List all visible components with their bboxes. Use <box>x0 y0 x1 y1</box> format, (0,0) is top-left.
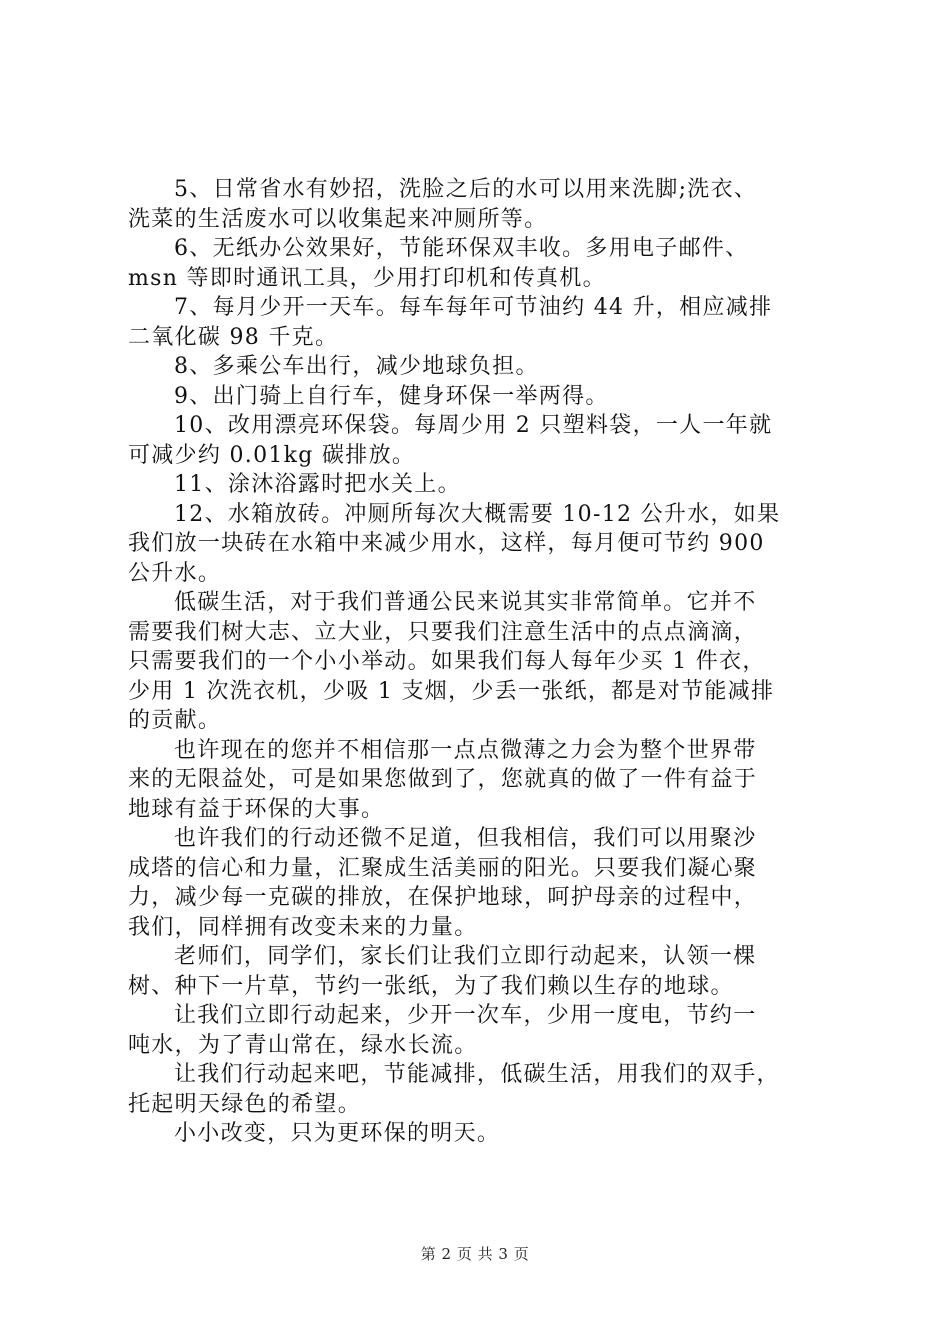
text-line: 低碳生活，对于我们普通公民来说其实非常简单。它并不 <box>174 590 757 615</box>
paragraph <box>128 411 836 470</box>
page-footer: 第 2 页 共 3 页 <box>420 1245 530 1263</box>
text-line: 8、多乘公车出行，减少地球负担。 <box>174 354 539 379</box>
paragraph <box>128 175 836 234</box>
text-line: 我们，同样拥有改变未来的力量。 <box>128 914 478 940</box>
paragraph <box>128 382 836 412</box>
text-line: 洗菜的生活废水可以收集起来冲厕所等。 <box>128 206 548 232</box>
text-line: 老师们，同学们，家长们让我们立即行动起来，认领一棵 <box>174 944 757 969</box>
text-line: 让我们行动起来吧，节能减排，低碳生活，用我们的双手， <box>174 1062 780 1087</box>
text-line: 12、水箱放砖。冲厕所每次大概需要 10-12 公升水，如果 <box>174 501 781 527</box>
paragraph <box>128 736 836 825</box>
text-line: 二氧化碳 98 千克。 <box>128 324 339 350</box>
text-line: 吨水，为了青山常在，绿水长流。 <box>128 1032 478 1058</box>
paragraph <box>128 1001 836 1060</box>
text-line: 可减少约 0.01kg 碳排放。 <box>128 442 416 468</box>
text-line: 树、种下一片草，节约一张纸，为了我们赖以生存的地球。 <box>128 973 734 999</box>
text-line: 我们放一块砖在水箱中来减少用水，这样，每月便可节约 900 <box>128 531 765 556</box>
paragraph <box>128 352 836 382</box>
paragraph <box>128 824 836 942</box>
paragraph <box>128 234 836 293</box>
text-line: 地球有益于环保的大事。 <box>128 796 385 822</box>
paragraph <box>128 942 836 1001</box>
text-line: 的贡献。 <box>128 708 222 733</box>
text-line: 少用 1 次洗衣机，少吸 1 支烟，少丢一张纸，都是对节能减排 <box>128 678 775 704</box>
text-line: msn 等即时通讯工具，少用打印机和传真机。 <box>128 265 606 291</box>
text-line: 7、每月少开一天车。每车每年可节油约 44 升，相应减排 <box>174 295 773 320</box>
text-line: 成塔的信心和力量，汇聚成生活美丽的阳光。只要我们凝心聚 <box>128 855 758 881</box>
text-line: 来的无限益处，可是如果您做到了，您就真的做了一件有益于 <box>128 767 758 792</box>
text-line: 小小改变，只为更环保的明天。 <box>174 1121 501 1146</box>
document-body <box>128 175 836 1149</box>
text-line: 10、改用漂亮环保袋。每周少用 2 只塑料袋，一人一年就 <box>174 413 773 438</box>
text-line: 也许我们的行动还微不足道，但我相信，我们可以用聚沙 <box>174 826 757 851</box>
text-line: 11、涂沐浴露时把水关上。 <box>174 472 461 497</box>
text-line: 力，减少每一克碳的排放，在保护地球，呵护母亲的过程中， <box>128 885 758 910</box>
text-line: 9、出门骑上自行车，健身环保一举两得。 <box>174 383 609 409</box>
paragraph <box>128 1119 836 1149</box>
text-line: 6、无纸办公效果好，节能环保双丰收。多用电子邮件、 <box>174 236 749 261</box>
text-line: 也许现在的您并不相信那一点点微薄之力会为整个世界带 <box>174 737 757 763</box>
paragraph <box>128 588 836 736</box>
paragraph <box>128 1060 836 1119</box>
paragraph <box>128 500 836 589</box>
text-line: 5、日常省水有妙招，洗脸之后的水可以用来洗脚;洗衣、 <box>174 177 758 202</box>
text-line: 托起明天绿色的希望。 <box>128 1091 362 1117</box>
text-line: 公升水。 <box>128 560 222 586</box>
paragraph <box>128 470 836 500</box>
text-line: 只需要我们的一个小小举动。如果我们每人每年少买 1 件衣， <box>128 649 766 674</box>
text-line: 需要我们树大志、立大业，只要我们注意生活中的点点滴滴， <box>128 619 758 645</box>
paragraph <box>128 293 836 352</box>
text-line: 让我们立即行动起来，少开一次车，少用一度电，节约一 <box>174 1003 757 1028</box>
